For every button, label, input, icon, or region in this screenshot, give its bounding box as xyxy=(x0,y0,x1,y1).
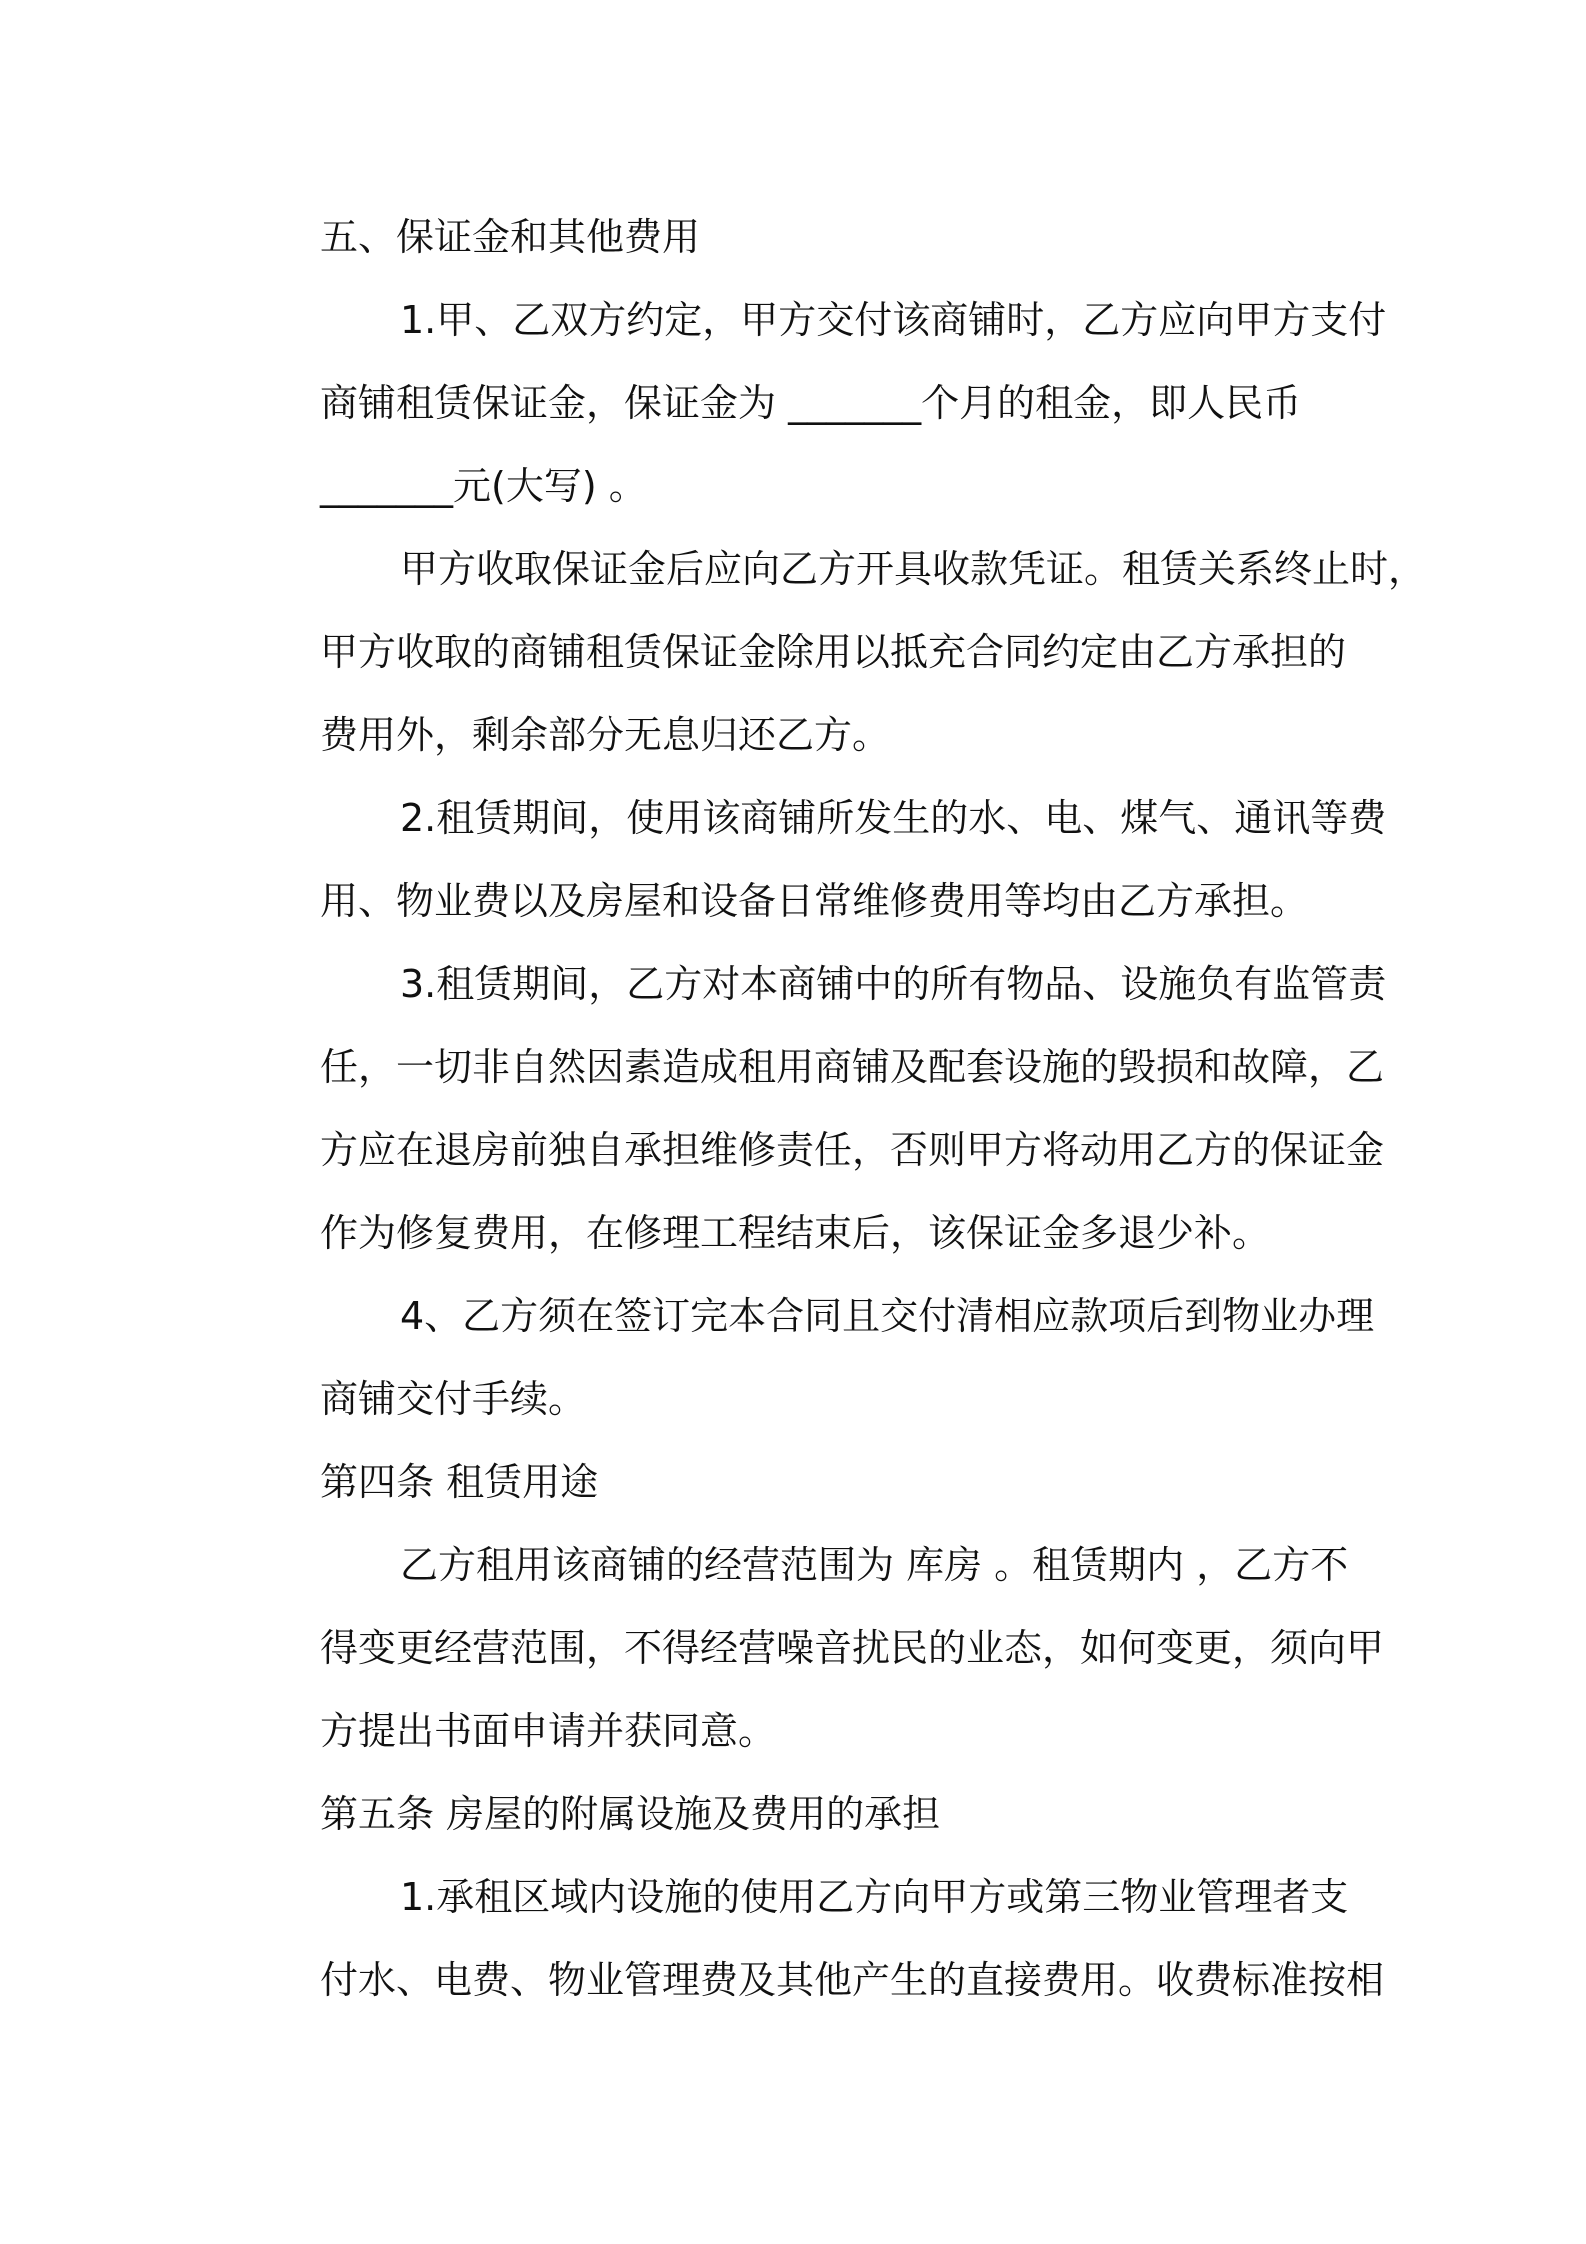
text-line: 得变更经营范围，不得经营噪音扰民的业态，如何变更，须向甲 xyxy=(320,1626,1385,1670)
text-line: 方提出书面申请并获同意。 xyxy=(320,1709,777,1753)
text-line: 1.甲、乙双方约定，甲方交付该商铺时，乙方应向甲方支付 xyxy=(400,298,1387,342)
section-heading-deposit: 五、保证金和其他费用 xyxy=(320,215,701,259)
text-line: 用、物业费以及房屋和设备日常维修费用等均由乙方承担。 xyxy=(320,879,1309,923)
text-line: 4、乙方须在签订完本合同且交付清相应款项后到物业办理 xyxy=(400,1294,1375,1338)
text-line: 甲方收取的商铺租赁保证金除用以抵充合同约定由乙方承担的 xyxy=(320,630,1347,674)
paragraph-utility-costs xyxy=(240,777,1387,943)
paragraph-deposit-receipt xyxy=(240,528,1427,777)
text-line: 方应在退房前独自承担维修责任，否则甲方将动用乙方的保证金 xyxy=(320,1128,1385,1172)
paragraph-supervision xyxy=(240,943,1387,1275)
paragraph-deposit-terms xyxy=(240,279,1387,528)
document-page xyxy=(240,196,1427,2022)
text-line: 费用外，剩余部分无息归还乙方。 xyxy=(320,713,891,757)
article-heading-usage: 第四条 租赁用途 xyxy=(320,1460,599,1504)
text-line: 2.租赁期间，使用该商铺所发生的水、电、煤气、通讯等费 xyxy=(400,796,1387,840)
text-line: 商铺租赁保证金，保证金为 _______个月的租金，即人民币 xyxy=(320,381,1302,425)
text-line: 作为修复费用，在修理工程结束后，该保证金多退少补。 xyxy=(320,1211,1271,1255)
paragraph-handover xyxy=(240,1275,1375,1441)
text-line: 甲方收取保证金后应向乙方开具收款凭证。租赁关系终止时， xyxy=(400,547,1427,591)
text-line: 商铺交付手续。 xyxy=(320,1377,587,1421)
text-line: 乙方租用该商铺的经营范围为 库房 。租赁期内 ，乙方不 xyxy=(400,1543,1349,1587)
text-line: 1.承租区域内设施的使用乙方向甲方或第三物业管理者支 xyxy=(400,1875,1349,1919)
text-line: _______元(大写) 。 xyxy=(320,464,647,508)
text-line: 3.租赁期间，乙方对本商铺中的所有物品、设施负有监管责 xyxy=(400,962,1387,1006)
text-line: 任，一切非自然因素造成租用商铺及配套设施的毁损和故障，乙 xyxy=(320,1045,1385,1089)
paragraph-facility-fees xyxy=(240,1856,1385,2022)
paragraph-usage-scope xyxy=(240,1524,1385,1773)
article-heading-facilities: 第五条 房屋的附属设施及费用的承担 xyxy=(320,1792,941,1836)
text-line: 付水、电费、物业管理费及其他产生的直接费用。收费标准按相 xyxy=(320,1958,1385,2002)
